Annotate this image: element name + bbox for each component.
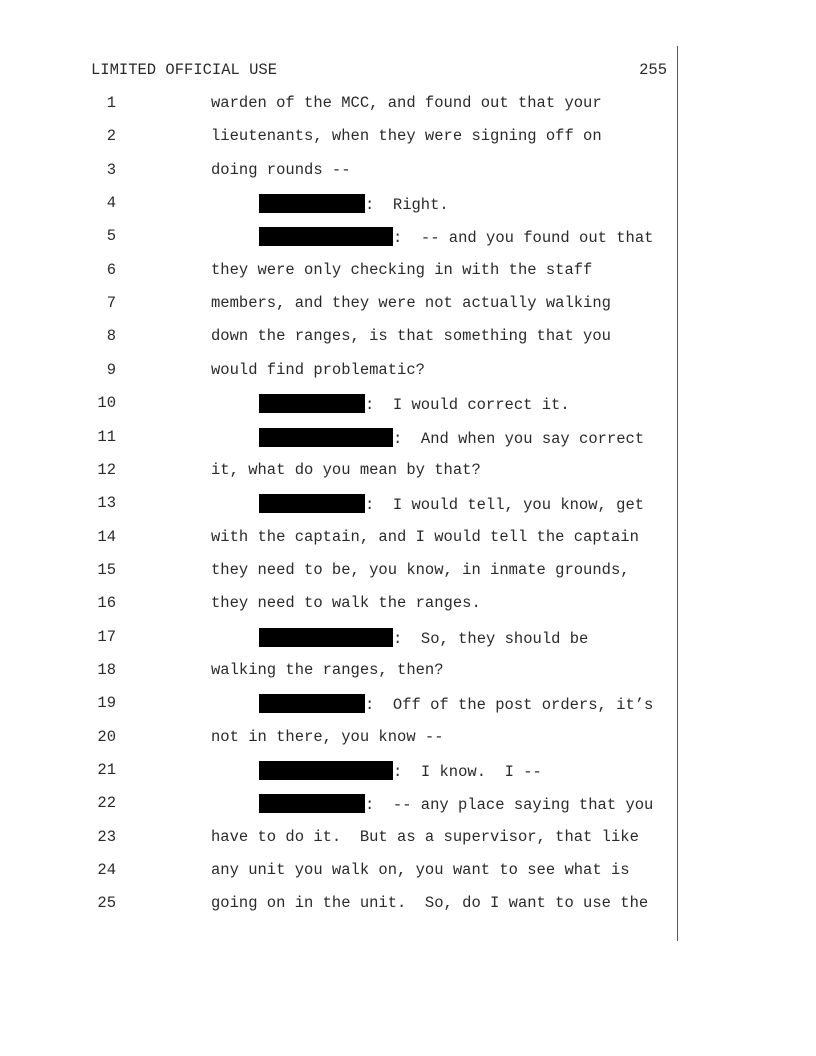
line-content: they need to walk the ranges.: [211, 594, 481, 613]
line-content: doing rounds --: [211, 160, 351, 179]
line-number: 15: [97, 560, 116, 579]
transcript-line: [0, 894, 816, 916]
line-number: 17: [97, 627, 116, 646]
redacted-speaker-name: [259, 494, 365, 513]
speaker-line: [259, 428, 644, 448]
line-number: 23: [97, 827, 116, 846]
line-text: [211, 594, 481, 612]
line-content: : I would correct it.: [365, 396, 570, 415]
line-content: : -- any place saying that you: [365, 796, 654, 815]
line-number: 19: [97, 694, 116, 713]
transcript-line: [0, 127, 816, 149]
line-text: [211, 94, 602, 112]
line-number: 12: [97, 460, 116, 479]
transcript-line: [0, 528, 816, 550]
speaker-line: [259, 628, 588, 648]
redacted-speaker-name: [259, 628, 393, 647]
line-content: with the captain, and I would tell the captain: [211, 527, 639, 546]
line-number: 22: [97, 794, 116, 813]
line-number: 13: [97, 494, 116, 513]
line-number: 5: [106, 227, 116, 246]
speaker-line: [259, 494, 644, 514]
line-content: going on in the unit. So, do I want to use the: [211, 894, 649, 913]
line-text: [211, 528, 639, 546]
redacted-speaker-name: [259, 227, 393, 246]
line-content: have to do it. But as a supervisor, that like: [211, 827, 639, 846]
line-number: 10: [97, 394, 116, 413]
line-number: 9: [106, 360, 116, 379]
transcript-line: [0, 261, 816, 283]
line-text: [211, 828, 639, 846]
transcript-line: [0, 294, 816, 316]
speaker-line: [259, 194, 449, 214]
line-number: 7: [106, 294, 116, 313]
transcript-line: [0, 728, 816, 750]
line-number: 20: [97, 727, 116, 746]
transcript-line: [0, 594, 816, 616]
line-text: [211, 728, 444, 746]
redacted-speaker-name: [259, 394, 365, 413]
line-content: they need to be, you know, in inmate grounds,: [211, 560, 630, 579]
line-content: down the ranges, is that something that you: [211, 327, 611, 346]
line-content: : Off of the post orders, it’s: [365, 696, 654, 715]
line-content: warden of the MCC, and found out that your: [211, 94, 602, 112]
line-content: not in there, you know --: [211, 727, 444, 746]
line-number: 21: [97, 761, 116, 779]
speaker-line: [259, 794, 653, 814]
line-content: : Right.: [365, 196, 449, 215]
line-content: : -- and you found out that: [393, 229, 654, 248]
speaker-line: [259, 394, 570, 414]
line-content: : And when you say correct: [393, 429, 645, 448]
redacted-speaker-name: [259, 761, 393, 780]
transcript-line: [0, 327, 816, 349]
line-text: [211, 561, 630, 579]
line-text: [211, 894, 648, 912]
line-text: [211, 461, 481, 479]
transcript-line: [0, 227, 816, 249]
line-text: [211, 261, 592, 279]
transcript-line: [0, 394, 816, 416]
speaker-line: [259, 227, 653, 247]
transcript-line: [0, 561, 816, 583]
line-number: 4: [106, 194, 116, 213]
line-content: members, and they were not actually walking: [211, 294, 611, 313]
transcript-line: [0, 428, 816, 450]
redacted-speaker-name: [259, 794, 365, 813]
line-number: 24: [97, 861, 116, 880]
line-number: 3: [106, 160, 116, 179]
transcript-line: [0, 794, 816, 816]
redacted-speaker-name: [259, 694, 365, 713]
transcript-line: [0, 661, 816, 683]
line-number: 18: [97, 660, 116, 679]
page-number: 255: [639, 61, 667, 79]
transcript-line: [0, 628, 816, 650]
line-content: it, what do you mean by that?: [211, 460, 481, 479]
line-content: : So, they should be: [393, 629, 589, 648]
transcript-line: [0, 94, 816, 116]
line-number: 2: [106, 127, 116, 146]
line-text: [211, 127, 602, 145]
line-number: 25: [97, 894, 116, 913]
line-number: 11: [97, 427, 116, 446]
line-content: they were only checking in with the staff: [211, 260, 593, 279]
line-number: 8: [106, 327, 116, 346]
transcript-line: [0, 161, 816, 183]
transcript-line: [0, 861, 816, 883]
line-number: 1: [106, 94, 116, 112]
line-number: 6: [106, 260, 116, 279]
speaker-line: [259, 694, 653, 714]
line-text: [211, 661, 444, 679]
line-content: walking the ranges, then?: [211, 660, 444, 679]
transcript-line: [0, 361, 816, 383]
speaker-line: [259, 761, 542, 781]
line-content: : I know. I --: [393, 763, 542, 781]
line-text: [211, 361, 425, 379]
line-text: [211, 294, 611, 312]
transcript-line: [0, 494, 816, 516]
transcript-line: [0, 761, 816, 783]
line-number: 14: [97, 527, 116, 546]
line-content: : I would tell, you know, get: [365, 496, 645, 515]
transcript-line: [0, 461, 816, 483]
line-text: [211, 327, 611, 345]
line-number: 16: [97, 594, 116, 613]
line-content: lieutenants, when they were signing off on: [211, 127, 602, 146]
line-content: any unit you walk on, you want to see what is: [211, 861, 630, 880]
transcript-line: [0, 828, 816, 850]
transcript-line: [0, 694, 816, 716]
redacted-speaker-name: [259, 428, 393, 447]
classification-header: LIMITED OFFICIAL USE: [91, 61, 278, 79]
line-text: [211, 161, 351, 179]
line-text: [211, 861, 630, 879]
redacted-speaker-name: [259, 194, 365, 213]
line-content: would find problematic?: [211, 360, 425, 379]
transcript-line: [0, 194, 816, 216]
